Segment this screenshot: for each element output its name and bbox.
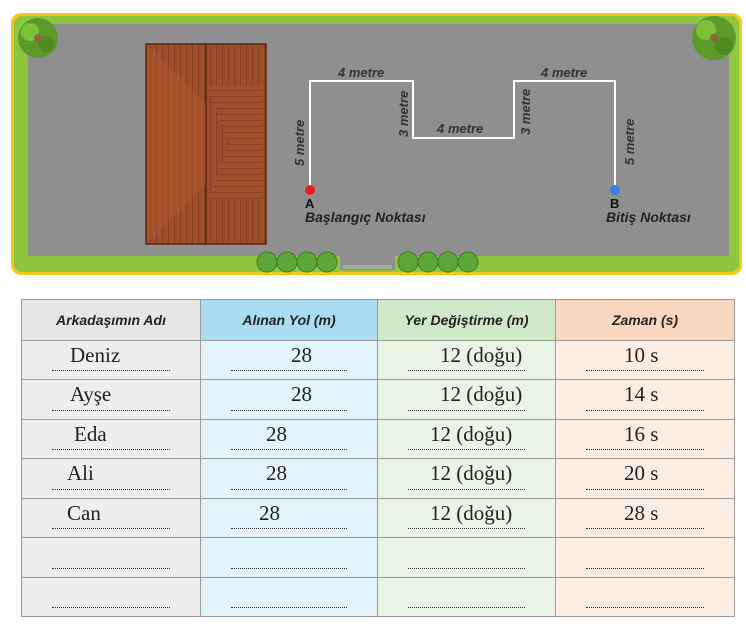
displacement-cell [378,341,556,380]
segment-label-up-vertical: 3 metre [518,88,533,135]
tree-icon [692,16,736,60]
dotted-line [231,528,347,529]
displacement-cell [378,538,556,577]
distance-cell [201,341,378,380]
table-row [22,459,735,498]
cell-value: Deniz [70,343,121,367]
dotted-line [586,489,704,490]
dotted-line [586,528,704,529]
dotted-line [231,568,347,569]
time-cell [556,577,735,616]
dotted-line [408,449,525,450]
name-cell [22,577,201,616]
dotted-line [586,607,704,608]
end-label: Bitiş Noktası [606,209,691,225]
table-row [22,498,735,537]
dotted-line [586,568,704,569]
dotted-line [231,607,347,608]
dotted-line [408,607,525,608]
displacement-cell [378,459,556,498]
distance-cell [201,419,378,458]
dotted-line [52,410,170,411]
time-cell [556,459,735,498]
segment-label-right-vertical: 5 metre [622,118,637,165]
start-point [305,185,315,195]
end-letter: B [610,196,620,211]
dotted-line [52,370,170,371]
segment-label-middle: 4 metre [437,121,484,136]
start-label: Başlangıç Noktası [305,209,426,225]
dotted-line [231,410,347,411]
displacement-cell [378,498,556,537]
dotted-line [52,607,170,608]
header-distance: Alınan Yol (m) [201,300,378,341]
dotted-line [408,528,525,529]
cell-value: Can [67,500,101,525]
displacement-cell [378,419,556,458]
cell-value: 20 s [624,461,659,486]
cell-value: 12 (doğu) [430,461,513,486]
displacement-cell [378,577,556,616]
time-cell [556,419,735,458]
table-row [22,380,735,419]
header-displacement: Yer Değiştirme (m) [378,300,556,341]
cell-value: Ali [67,461,94,486]
cell-value: 16 s [624,421,659,446]
distance-cell [201,577,378,616]
distance-cell [201,538,378,577]
dotted-line [231,370,347,371]
time-cell [556,498,735,537]
segment-label-top-left: 4 metre [338,65,385,80]
name-cell [22,498,201,537]
cell-value: 10 s [624,343,659,367]
dotted-line [408,489,525,490]
name-cell [22,459,201,498]
name-cell [22,341,201,380]
cell-value: 14 s [624,382,659,407]
cell-value: Eda [74,421,107,446]
cell-value: 28 [291,382,312,407]
displacement-cell [378,380,556,419]
distance-cell [201,459,378,498]
time-cell [556,538,735,577]
tree-icon [18,18,58,58]
distance-cell [201,498,378,537]
cell-value: 12 (doğu) [440,382,523,407]
end-point [610,185,620,195]
time-cell [556,341,735,380]
start-letter: A [305,196,315,211]
segment-label-top-right: 4 metre [541,65,588,80]
table-row [22,577,735,616]
dotted-line [52,449,170,450]
table-row [22,341,735,380]
dotted-line [586,410,704,411]
header-time: Zaman (s) [556,300,735,341]
name-cell [22,380,201,419]
cell-value: Ayşe [70,382,112,407]
dotted-line [408,568,525,569]
dotted-line [586,370,704,371]
cell-value: 28 s [624,500,659,525]
segment-label-left-vertical: 5 metre [292,119,307,166]
dotted-line [408,370,525,371]
dotted-line [408,410,525,411]
route-illustration [0,0,746,290]
results-table [21,299,734,617]
name-cell [22,419,201,458]
cell-value: 12 (doğu) [430,500,513,525]
dotted-line [52,568,170,569]
time-cell [556,380,735,419]
dotted-line [52,489,170,490]
cell-value: 28 [266,421,287,446]
cell-value: 12 (doğu) [430,421,513,446]
cell-value: 28 [266,461,287,486]
table-row [22,419,735,458]
dotted-line [231,449,347,450]
dotted-line [586,449,704,450]
dotted-line [52,528,170,529]
cell-value: 12 (doğu) [440,343,523,367]
header-name: Arkadaşımın Adı [22,300,201,341]
cell-value: 28 [291,343,312,367]
table-row [22,538,735,577]
dotted-line [231,489,347,490]
distance-cell [201,380,378,419]
house [146,44,266,244]
cell-value: 28 [259,500,280,525]
segment-label-down-vertical: 3 metre [396,90,411,137]
name-cell [22,538,201,577]
